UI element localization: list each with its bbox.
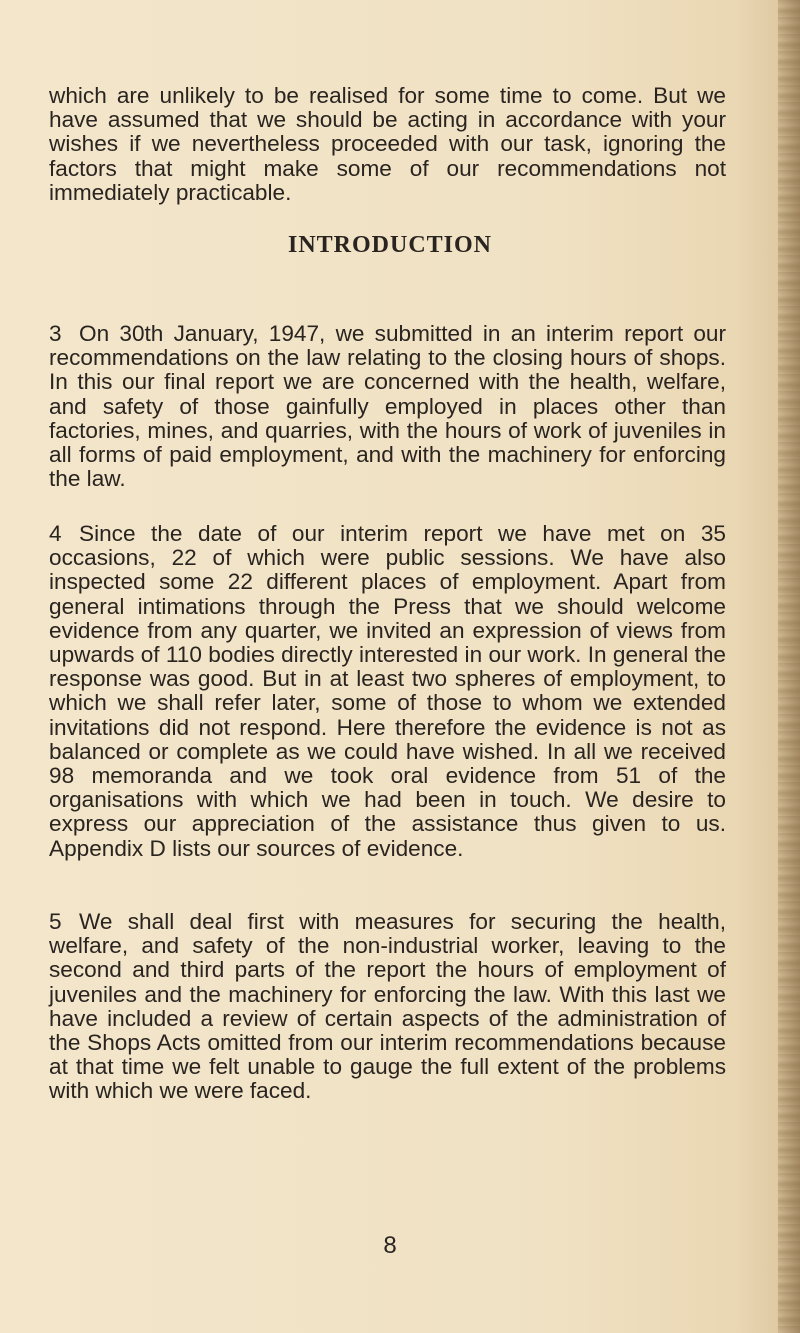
page-edge [778, 0, 800, 1333]
paragraph-3 [49, 322, 726, 491]
paragraph-number: 4 [49, 521, 62, 546]
paragraph-4 [49, 522, 726, 861]
page-number: 8 [383, 1232, 397, 1259]
paragraph-5 [49, 910, 726, 1104]
paragraph-number: 3 [49, 321, 62, 346]
section-heading: INTRODUCTION [287, 232, 493, 258]
paragraph-number: 5 [49, 909, 62, 934]
paragraph-text: Since the date of our interim report we have met on 35 occasions, 22 of which were public sessions. We have also inspected some 22 different places of employment. Apart from general intimations through the Press that we should welcome evidence from any quarter, we invited an expression of views from upwards of 110 bodies directly interested in our work. In general the response was good. But in at least two spheres of employment, to which we shall refer later, some of those to whom we extended invitations did not respond. Here therefore the evidence is not as balanced or complete as we could have wished. In all we received 98 memoranda and we took oral evidence from 51 of the organisations with which we had been in touch. We desire to express our appreciation of the assistance thus given to us. Appendix D lists our sources of evidence. [49, 521, 726, 861]
continuation-paragraph: which are unlikely to be realised for some time to come. But we have assumed that we should be acting in accordance with your wishes if we nevertheless proceeded with our task, ignoring the factors that might make some of our recommendations not immediately practicable. [49, 83, 726, 205]
paragraph-text: On 30th January, 1947, we submitted in an interim report our recommendations on the law relating to the closing hours of shops. In this our final report we are concerned with the health, welfare, and safety of those gainfully employed in places other than factories, mines, and quarries, with the hours of work of juveniles in all forms of paid employment, and with the machinery for enforcing the law. [49, 321, 726, 492]
paragraph-text: We shall deal first with measures for securing the health, welfare, and safety of the non-industrial worker, leaving to the second and third parts of the report the hours of employment of juveniles and the machinery for enforcing the law. With this last we have included a review of certain aspects of the administration of the Shops Acts omitted from our interim recommendations because at that time we felt unable to gauge the full extent of the problems with which we were faced. [49, 909, 726, 1104]
